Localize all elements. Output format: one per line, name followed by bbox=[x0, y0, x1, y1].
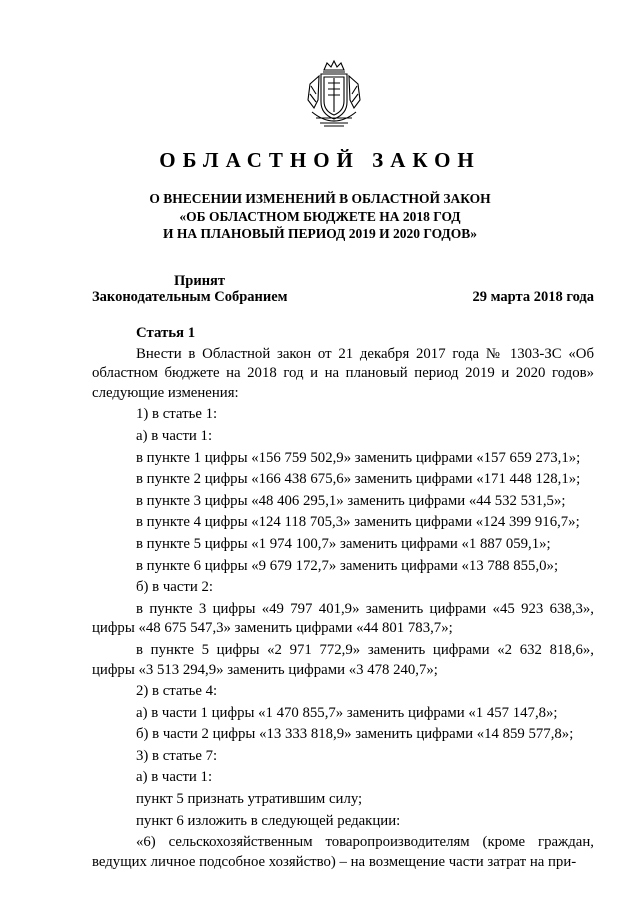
subtitle-line: «ОБ ОБЛАСТНОМ БЮДЖЕТЕ НА 2018 ГОД bbox=[179, 208, 461, 224]
coat-of-arms-emblem bbox=[294, 56, 374, 136]
subtitle-line: И НА ПЛАНОВЫЙ ПЕРИОД 2019 И 2020 ГОДОВ» bbox=[163, 226, 477, 241]
body-paragraph: в пункте 6 цифры «9 679 172,7» заменить цифрами «13 788 855,0»; bbox=[136, 557, 559, 574]
body-paragraph: 1) в статье 1: bbox=[136, 406, 218, 423]
body-paragraph: в пункте 2 цифры «166 438 675,6» заменить цифрами «171 448 128,1»; bbox=[136, 471, 581, 488]
article-heading: Статья 1 bbox=[136, 325, 196, 341]
adopted-by: Законодательным Собранием bbox=[92, 289, 288, 305]
body-paragraph: пункт 5 признать утратившим силу; bbox=[136, 791, 363, 808]
body-paragraph: в пункте 5 цифры «2 971 772,9» заменить цифрами «2 632 818,6», цифры «3 513 294,9» заменить цифрами «3 478 240,7»; bbox=[92, 641, 594, 678]
adopted-label: Принят bbox=[174, 273, 226, 289]
body-paragraph: а) в части 1: bbox=[136, 427, 213, 444]
subtitle-line: О ВНЕСЕНИИ ИЗМЕНЕНИЙ В ОБЛАСТНОЙ ЗАКОН bbox=[149, 191, 491, 206]
body-paragraph: в пункте 4 цифры «124 118 705,3» заменить цифрами «124 399 916,7»; bbox=[136, 514, 580, 531]
body-paragraph: 3) в статье 7: bbox=[136, 747, 218, 764]
body-paragraph: 2) в статье 4: bbox=[136, 683, 218, 700]
coat-of-arms-icon bbox=[294, 56, 374, 136]
body-paragraph: «6) сельскохозяйственным товаропроизводителям (кроме граждан, ведущих личное подсобное хозяйство) – на возмещение части затрат на при- bbox=[92, 834, 594, 870]
adopted-date: 29 марта 2018 года bbox=[472, 289, 594, 305]
body-paragraph: пункт 6 изложить в следующей редакции: bbox=[136, 812, 401, 829]
law-title: ОБЛАСТНОЙ ЗАКОН bbox=[159, 148, 481, 172]
body-paragraph: а) в части 1 цифры «1 470 855,7» заменить цифрами «1 457 147,8»; bbox=[136, 704, 558, 721]
body-paragraph: а) в части 1: bbox=[136, 769, 213, 786]
law-body bbox=[92, 324, 594, 872]
body-paragraph: в пункте 5 цифры «1 974 100,7» заменить цифрами «1 887 059,1»; bbox=[136, 535, 551, 552]
body-paragraph: Внести в Областной закон от 21 декабря 2017 года № 1303-ЗС «Об областном бюджете на 2018 год и на плановый период 2019 и 2020 годов» следующие изменения: bbox=[92, 345, 594, 401]
body-paragraph: в пункте 3 цифры «49 797 401,9» заменить цифрами «45 923 638,3», цифры «48 675 547,3» заменить цифрами «44 801 783,7»; bbox=[92, 600, 594, 637]
body-paragraph: в пункте 3 цифры «48 406 295,1» заменить цифрами «44 532 531,5»; bbox=[136, 492, 566, 509]
body-paragraph: б) в части 2: bbox=[136, 579, 214, 596]
body-paragraph: в пункте 1 цифры «156 759 502,9» заменить цифрами «157 659 273,1»; bbox=[136, 449, 581, 466]
law-subtitle bbox=[0, 190, 640, 243]
body-paragraph: б) в части 2 цифры «13 333 818,9» заменить цифрами «14 859 577,8»; bbox=[136, 726, 574, 743]
